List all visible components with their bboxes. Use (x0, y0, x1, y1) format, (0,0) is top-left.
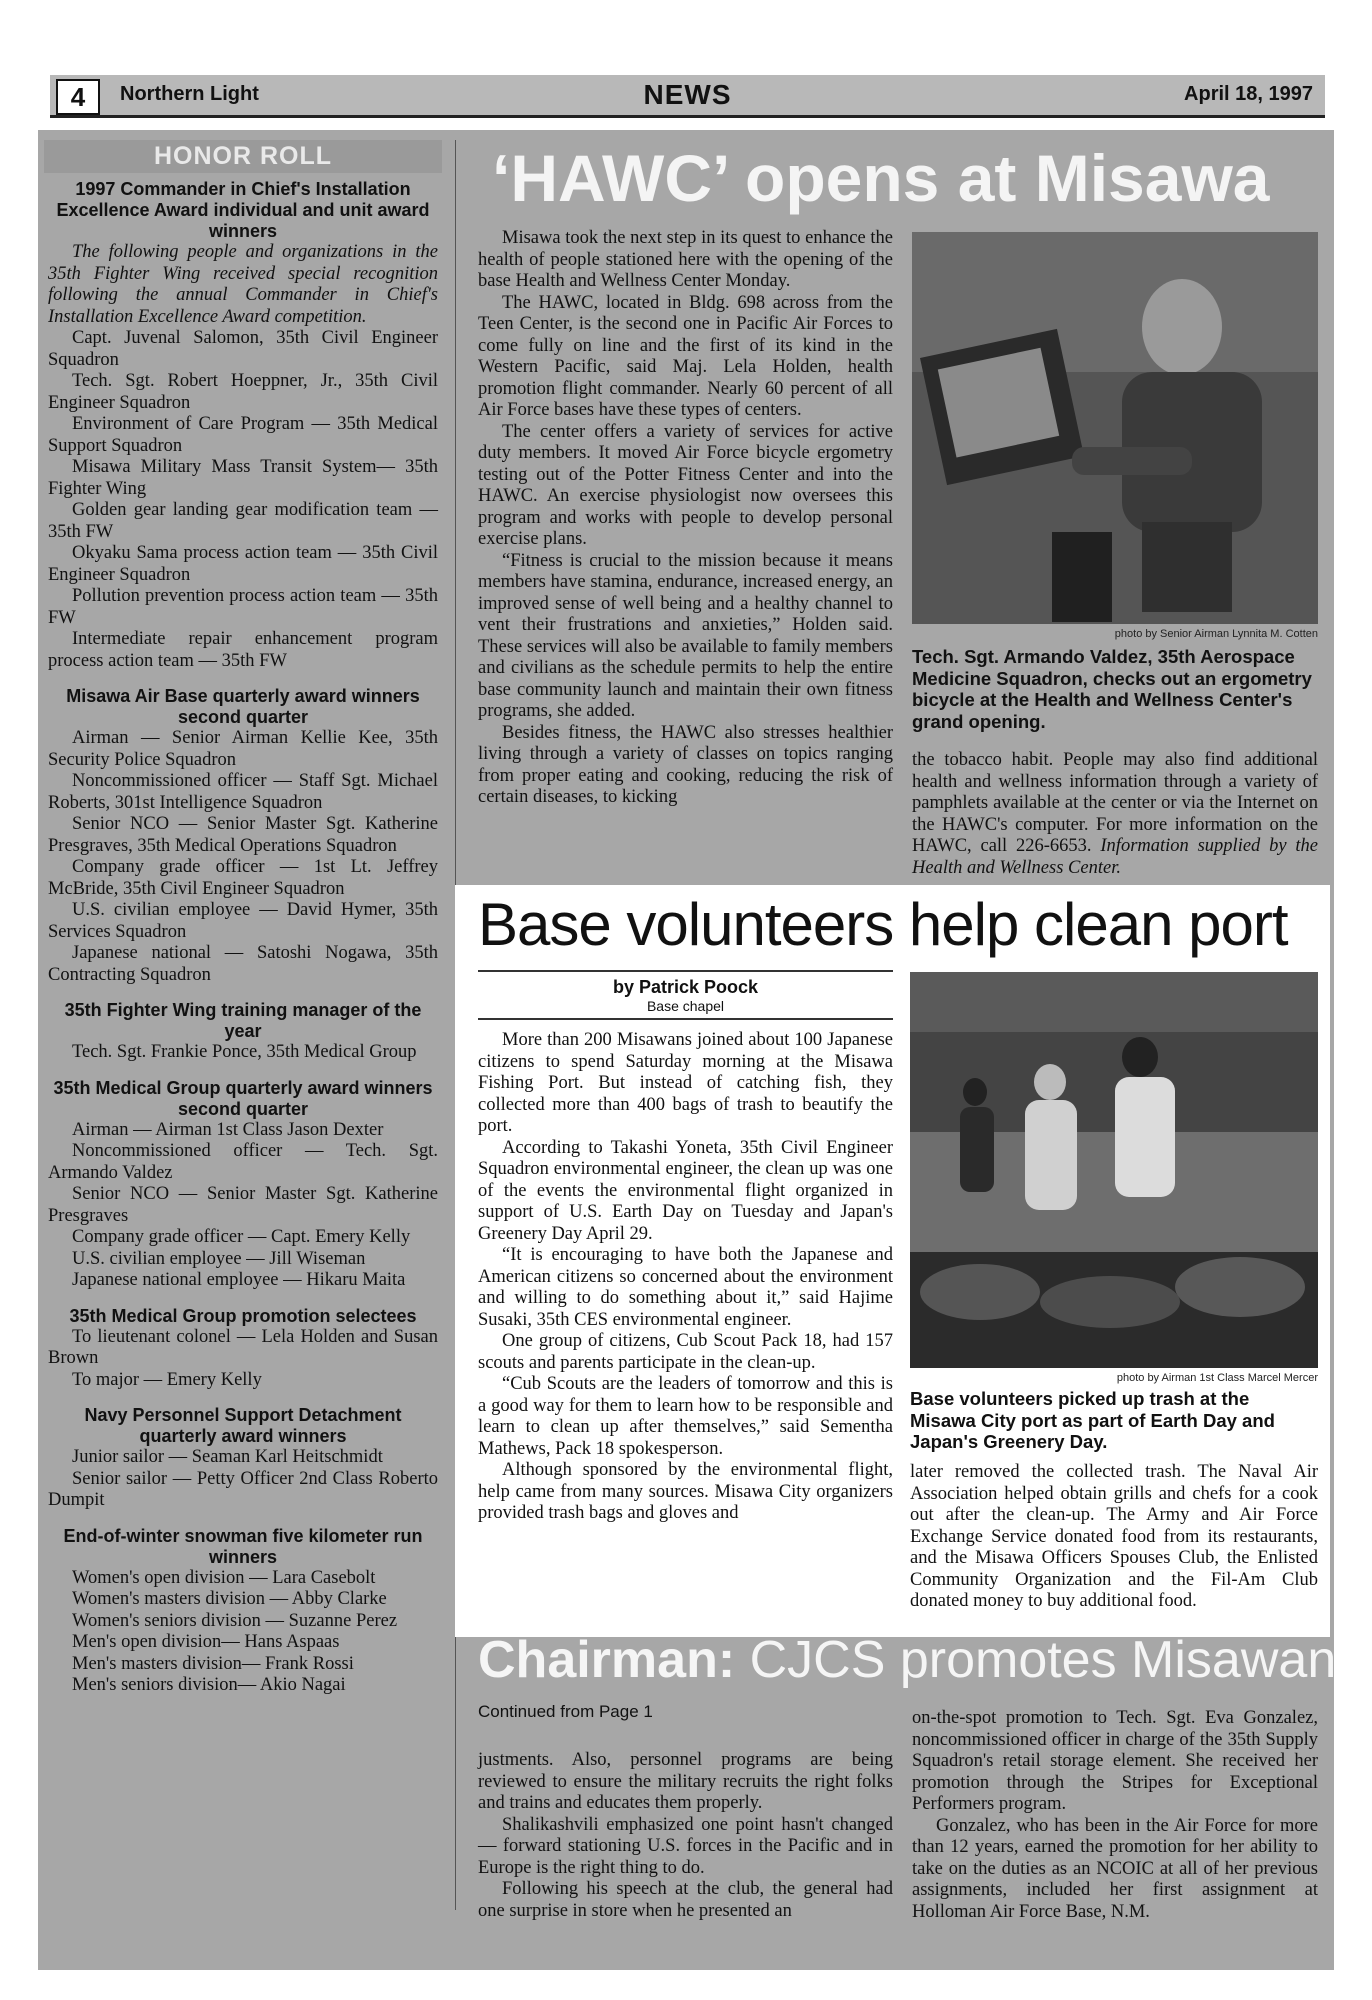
cleanup-photo (910, 972, 1318, 1368)
section-label: NEWS (643, 79, 732, 110)
hawc-photo (912, 232, 1318, 624)
hawc-photo-image (912, 232, 1318, 624)
byline-role: Base chapel (646, 998, 725, 1014)
honor-entry: U.S. civilian employee — Jill Wiseman (72, 1248, 366, 1269)
byline-rule (478, 1018, 893, 1020)
honor-entry: Environment of Care Program — 35th Medical Support Squadron (48, 414, 438, 456)
honor-section-heading: 35th Medical Group promotion selectees (69, 1305, 417, 1326)
honor-entry: Misawa Military Mass Transit System— 35th Fighter Wing (48, 457, 438, 499)
cleanup-paragraph: “Cub Scouts are the leaders of tomorrow and this is a good way for them to learn how to be responsible and learn to clean up after themselves,” said Sementha Mathews, Pack 18 spokesperson. (478, 1374, 893, 1459)
chairman-paragraph: on-the-spot promotion to Tech. Sgt. Eva Gonzalez, noncommissioned officer in charge of the 35th Supply Squadron's retail storage element. She received her promotion through the Stripes for Exceptional Performers program. (912, 1708, 1318, 1814)
honor-entry: Company grade officer — Capt. Emery Kelly (72, 1227, 411, 1247)
honor-roll (48, 140, 438, 1697)
continued-from: Continued from Page 1 (478, 1702, 653, 1721)
cleanup-photo-image (910, 972, 1318, 1368)
byline-rule (478, 970, 893, 972)
honor-intro: The following people and organizations in the 35th Fighter Wing received special recognition following the annual Commander in Chief's Installation Excellence Award competition. (48, 242, 438, 327)
honor-section-heading: Navy Personnel Support Detachment quarterly award winners (84, 1405, 402, 1446)
honor-entry: Japanese national — Satoshi Nogawa, 35th Contracting Squadron (48, 943, 438, 985)
honor-entry: Men's open division— Hans Aspaas (72, 1632, 340, 1652)
cleanup-caption: Base volunteers picked up trash at the Misawa City port as part of Earth Day and Japan's Greenery Day. (910, 1388, 1275, 1452)
honor-entry: To major — Emery Kelly (72, 1369, 262, 1390)
honor-entry: Golden gear landing gear modification team — 35th FW (48, 500, 438, 542)
hawc-continued (912, 750, 1318, 879)
cleanup-headline: Base volunteers help clean port (478, 891, 1288, 958)
chairman-headline-lead: Chairman: (478, 1631, 736, 1689)
honor-entry: Intermediate repair enhancement program process action team — 35th FW (48, 629, 438, 671)
honor-section-heading: Misawa Air Base quarterly award winners second quarter (66, 686, 420, 727)
hawc-continued-text: the tobacco habit. People may also find additional health and wellness information through a variety of pamphlets available at the center or via the Internet on the HAWC's computer. For more information on the HAWC, call 226-6653. (912, 750, 1318, 856)
honor-entry: Okyaku Sama process action team — 35th Civil Engineer Squadron (48, 543, 438, 585)
masthead (50, 75, 1325, 118)
honor-section-heading: 35th Medical Group quarterly award winners second quarter (53, 1077, 433, 1119)
honor-entry: Men's masters division— Frank Rossi (72, 1653, 354, 1674)
honor-section-list (48, 1327, 438, 1392)
publication-name: Northern Light (120, 83, 259, 105)
hawc-headline: ‘HAWC’ opens at Misawa (492, 141, 1270, 215)
honor-section-heading: 35th Fighter Wing training manager of the year (64, 1000, 422, 1041)
honor-entry: Junior sailor — Seaman Karl Heitschmidt (72, 1447, 383, 1467)
issue-date: April 18, 1997 (1184, 83, 1313, 105)
honor-entry: Senior sailor — Petty Officer 2nd Class Roberto Dumpit (48, 1468, 438, 1510)
chairman-paragraph: Shalikashvili emphasized one point hasn't changed — forward stationing U.S. forces in the Pacific and in Europe is the right thing to do. (478, 1814, 893, 1878)
honor-entry: Tech. Sgt. Robert Hoeppner, Jr., 35th Civil Engineer Squadron (48, 371, 438, 413)
hawc-paragraph: Misawa took the next step in its quest to enhance the health of people stationed here with the opening of the base Health and Wellness Center Monday. (478, 228, 893, 291)
honor-entry: Capt. Juvenal Salomon, 35th Civil Engineer Squadron (48, 328, 438, 370)
honor-section-heading: 1997 Commander in Chief's Installation Excellence Award individual and unit award winners (56, 179, 430, 241)
cleanup-body (478, 1030, 893, 1525)
honor-entry: Women's open division — Lara Casebolt (72, 1567, 376, 1588)
hawc-body (478, 228, 893, 809)
honor-entry: To lieutenant colonel — Lela Holden and Susan Brown (48, 1326, 438, 1368)
honor-section-list (48, 328, 438, 672)
honor-entry: Airman — Airman 1st Class Jason Dexter (72, 1119, 384, 1140)
honor-entry: Pollution prevention process action team — 35th FW (48, 586, 438, 628)
hawc-paragraph: “Fitness is crucial to the mission because it means members have stamina, endurance, increased energy, an improved sense of well being and a healthy channel to vent their frustrations and anxieties,” Holden said. These services will also be available to family members and civilians as the schedule permits to help the entire base community launch and maintain their own fitness programs, she added. (478, 550, 893, 721)
hawc-source: Information supplied by the Health and Wellness Center. (912, 836, 1319, 878)
honor-entry: Tech. Sgt. Frankie Ponce, 35th Medical Group (72, 1042, 417, 1062)
cleanup-paragraph: According to Takashi Yoneta, 35th Civil Engineer Squadron environmental engineer, the clean up was one of the events the environmental flight organized in support of U.S. Earth Day on Tuesday and Japan's Greenery Day April 29. (478, 1137, 893, 1244)
chairman-paragraph: Gonzalez, who has been in the Air Force for more than 12 years, earned the promotion for her ability to take on the duties as an NCOIC at all of her previous assignments, included her first assignment at Holloman Air Force Base, N.M. (912, 1815, 1318, 1922)
chairman-paragraph: justments. Also, personnel programs are being reviewed to ensure the military recruits the right folks and trains and educates them properly. (478, 1750, 893, 1813)
hawc-photo-credit: photo by Senior Airman Lynnita M. Cotten (1114, 628, 1318, 640)
honor-entry: Women's masters division — Abby Clarke (72, 1589, 387, 1609)
honor-section-heading: End-of-winter snowman five kilometer run winners (63, 1525, 423, 1567)
cleanup-continued-text: later removed the collected trash. The Naval Air Association helped obtain grills and chefs for a cook out after the clean-up. The Army and Air Force Exchange Service donated food from its restaurants, and the Misawa Officers Spouses Club, the Enlisted Community Organization and the Fil-Am Club donated money to buy additional food. (910, 1462, 1318, 1611)
chairman-left-column (478, 1750, 893, 1922)
cleanup-continued (910, 1462, 1318, 1613)
honor-section-list (48, 1447, 438, 1512)
hawc-paragraph: Besides fitness, the HAWC also stresses healthier living through a variety of classes on topics ranging from proper eating and cooking, reducing the risk of certain diseases, to kicking (478, 722, 893, 807)
honor-section-list (48, 1568, 438, 1697)
honor-entry: Company grade officer — 1st Lt. Jeffrey McBride, 35th Civil Engineer Squadron (48, 857, 438, 899)
honor-section-list (48, 728, 438, 986)
honor-entry: Senior NCO — Senior Master Sgt. Katherine Presgraves, 35th Medical Operations Squadron (48, 814, 438, 856)
chairman-paragraph: Following his speech at the club, the general had one surprise in store when he presented an (478, 1879, 893, 1921)
honor-entry: Women's seniors division — Suzanne Perez (72, 1610, 398, 1631)
chairman-headline-rest: CJCS promotes Misawan (749, 1631, 1337, 1689)
honor-entry: U.S. civilian employee — David Hymer, 35th Services Squadron (48, 900, 438, 942)
honor-section-list (48, 1120, 438, 1292)
honor-entry: Noncommissioned officer — Staff Sgt. Michael Roberts, 301st Intelligence Squadron (48, 771, 438, 813)
cleanup-paragraph: More than 200 Misawans joined about 100 Japanese citizens to spend Saturday morning at the Misawa Fishing Port. But instead of catching fish, they collected more than 400 bags of trash to beautify the port. (478, 1030, 893, 1136)
honor-entry: Japanese national employee — Hikaru Maita (72, 1270, 406, 1290)
honor-roll-title: HONOR ROLL (44, 140, 442, 173)
honor-entry: Senior NCO — Senior Master Sgt. Katherine Presgraves (48, 1184, 438, 1226)
cleanup-paragraph: One group of citizens, Cub Scout Pack 18, had 157 scouts and parents participate in the clean-up. (478, 1331, 893, 1373)
honor-entry: Noncommissioned officer — Tech. Sgt. Armando Valdez (48, 1141, 438, 1183)
honor-entry: Airman — Senior Airman Kellie Kee, 35th Security Police Squadron (48, 728, 438, 770)
page-number: 4 (56, 79, 100, 115)
cleanup-paragraph: “It is encouraging to have both the Japanese and American citizens so concerned about the environment and willing to do something about it,” said Hajime Susaki, 35th CES environmental engineer. (478, 1245, 893, 1330)
honor-entry: Men's seniors division— Akio Nagai (72, 1675, 346, 1695)
hawc-paragraph: The center offers a variety of services for active duty members. It moved Air Force bicycle ergometry testing out of the Potter Fitness Center and into the HAWC. An exercise physiologist now oversees this program and works with people to develop personal exercise plans. (478, 421, 893, 549)
cleanup-paragraph: Although sponsored by the environmental flight, help came from many sources. Misawa City organizers provided trash bags and gloves and (478, 1460, 893, 1523)
byline-author: by Patrick Poock (612, 977, 759, 997)
chairman-headline (478, 1630, 1336, 1690)
hawc-paragraph: The HAWC, located in Bldg. 698 across from the Teen Center, is the second one in Pacific Air Forces to come fully on line and the first of its kind in the Western Pacific, said Maj. Lela Holden, health promotion flight commander. Nearly 60 percent of all Air Force bases have these types of centers. (478, 292, 893, 420)
cleanup-photo-credit: photo by Airman 1st Class Marcel Mercer (1116, 1372, 1318, 1384)
cleanup-byline (478, 977, 893, 1014)
hawc-caption: Tech. Sgt. Armando Valdez, 35th Aerospace Medicine Squadron, checks out an ergometry bicycle at the Health and Wellness Center's grand opening. (912, 646, 1312, 732)
honor-section-list (48, 1042, 438, 1064)
chairman-right-column (912, 1708, 1318, 1923)
